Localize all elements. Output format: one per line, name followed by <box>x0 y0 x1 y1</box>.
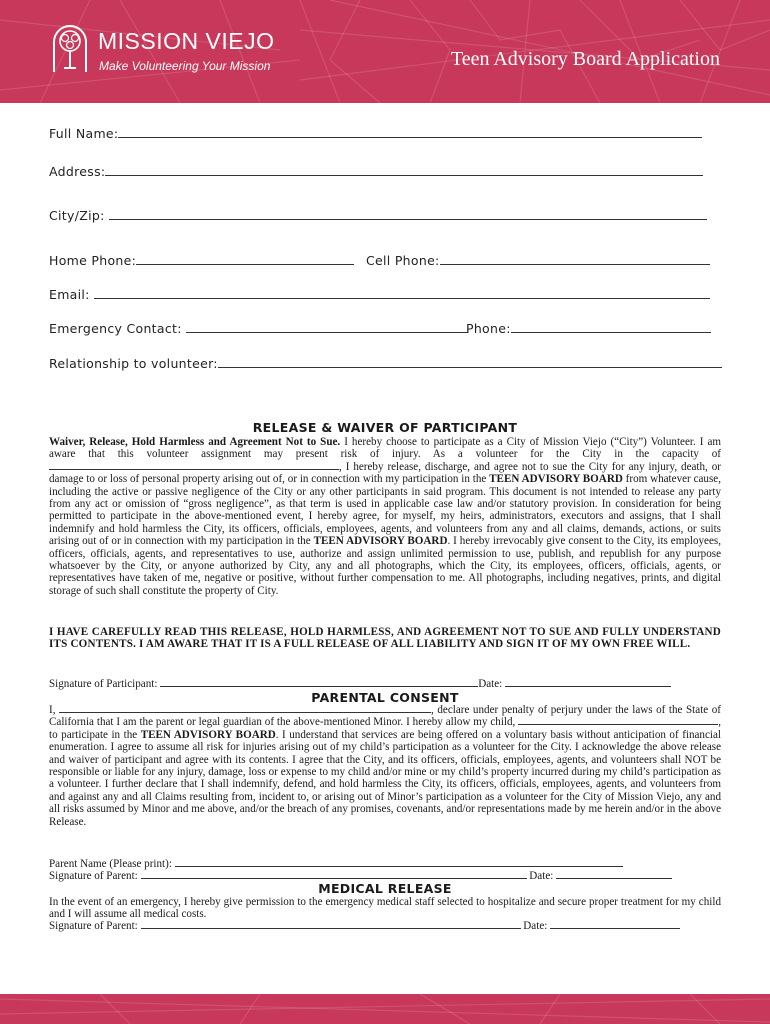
parent-name-inline-input[interactable] <box>59 704 431 713</box>
participant-date-label: Date: <box>478 678 503 690</box>
footer-band <box>0 994 770 1024</box>
home-phone-input[interactable] <box>136 254 354 265</box>
medical-signature-input[interactable] <box>141 920 521 929</box>
consent-heading: PARENTAL CONSENT <box>311 690 459 705</box>
parent-signature-input[interactable] <box>141 870 527 879</box>
home-phone-label: Home Phone: <box>49 253 137 268</box>
phone-input[interactable] <box>511 322 711 333</box>
relationship-field <box>49 356 722 371</box>
phone-field <box>466 321 711 336</box>
header-band <box>0 0 770 103</box>
address-label: Address: <box>49 164 106 179</box>
document-title: Teen Advisory Board Application <box>450 48 720 70</box>
medical-heading: MEDICAL RELEASE <box>318 881 452 896</box>
address-input[interactable] <box>105 165 703 176</box>
release-lead: Waiver, Release, Hold Harmless and Agreement Not to Sue. <box>49 436 341 448</box>
capacity-input[interactable] <box>49 461 339 470</box>
city-zip-input[interactable] <box>109 209 707 220</box>
participant-signature-label: Signature of Participant: <box>49 678 158 690</box>
medical-date-input[interactable] <box>550 920 680 929</box>
participant-signature-input[interactable] <box>160 678 478 687</box>
parent-name-input[interactable] <box>175 858 623 867</box>
relationship-label: Relationship to volunteer: <box>49 356 218 371</box>
brand-name: MISSION VIEJO <box>98 28 275 54</box>
emergency-contact-label: Emergency Contact: <box>49 321 182 336</box>
medical-signature-label: Signature of Parent: <box>49 920 138 932</box>
cell-phone-input[interactable] <box>440 254 710 265</box>
full-name-field <box>49 126 702 141</box>
email-input[interactable] <box>94 288 710 299</box>
release-heading: RELEASE & WAIVER OF PARTICIPANT <box>252 420 518 435</box>
cell-phone-label: Cell Phone: <box>366 253 440 268</box>
email-label: Email: <box>49 287 90 302</box>
full-name-input[interactable] <box>118 127 702 138</box>
medical-date-label: Date: <box>523 920 548 932</box>
city-zip-label: City/Zip: <box>49 208 105 223</box>
footer-pattern <box>0 994 770 1024</box>
medical-paragraph: In the event of an emergency, I hereby give permission to the emergency medical staff selected to hospitalize and secure proper treatment for my child and I will assume all medical costs. <box>49 896 721 921</box>
child-name-input[interactable] <box>518 716 718 725</box>
emergency-contact-input[interactable] <box>186 322 468 333</box>
participant-signature-line <box>49 678 671 690</box>
address-field <box>49 164 703 179</box>
tree-logo-icon <box>50 22 90 74</box>
emergency-contact-field <box>49 321 468 336</box>
parent-name-label: Parent Name (Please print): <box>49 858 172 870</box>
phone-label: Phone: <box>466 321 511 336</box>
medical-signature-line <box>49 920 680 932</box>
email-field <box>49 287 710 302</box>
parent-date-input[interactable] <box>556 870 672 879</box>
release-paragraph: Waiver, Release, Hold Harmless and Agreement Not to Sue. I hereby choose to participate as a City of Mission Viejo (“City”) Volunteer. I am aware that this volunteer assignment may present risk of injury. As a volunteer for the City in the capacity of , I hereby release, discharge, and agree not to sue the City for any injury, death, or damage to or loss of personal property arising out of, or in connection with my participation in the TEEN ADVISORY BOARD from whatever cause, including the active or passive negligence of the City or any other participants in said program. This document is not intended to release any party from any act or omission of “gross negligence”, as that term is used in applicable case law and/or statutory provision. In consideration for being permitted to participate in the above-mentioned event, I hereby agree, for myself, my heirs, administrators, executors and assigns, that I shall indemnify and hold harmless the City, its officers, officials, employees, agents, and volunteers from any and all claims, demands, actions, or suits arising out of or in connection with my participation in the TEEN ADVISORY BOARD. I hereby irrevocably give consent to the City, its employees, officers, officials, agents, and representatives to use, authorize and assign unlimited permission to use, publish, and republish for any purpose whatsoever by the City, or anyone authorized by City, any and all photographs, which the City, its employees, officers, officials, agents, or representatives have taken of me, negative or positive, without further compensation to me. All photographs, including negatives, prints, and digital storage of such shall constitute the property of City. <box>49 436 722 597</box>
participant-date-input[interactable] <box>505 678 671 687</box>
cell-phone-field <box>366 253 710 268</box>
parent-date-label: Date: <box>529 870 554 882</box>
brand-tagline: Make Volunteering Your Mission <box>99 59 271 73</box>
parent-signature-label: Signature of Parent: <box>49 870 138 882</box>
home-phone-field <box>49 253 354 268</box>
full-name-label: Full Name: <box>49 126 119 141</box>
release-acknowledgement: I HAVE CAREFULLY READ THIS RELEASE, HOLD HARMLESS, AND AGREEMENT NOT TO SUE AND FULLY UNDERSTAND ITS CONTENTS. I AM AWARE THAT IT IS A FULL RELEASE OF ALL LIABILITY AND SIGN IT OF MY OWN FREE WILL. <box>49 626 721 651</box>
parent-name-line <box>49 858 623 870</box>
consent-paragraph: I, , declare under penalty of perjury under the laws of the State of California that I am the parent or legal guardian of the above-mentioned Minor. I hereby allow my child, , to participate in the TEEN ADVISORY BOARD. I understand that services are being offered on a voluntary basis without anticipation of financial enumeration. I agree to assume all risk for injuries arising out of my child’s participation as a volunteer for the City. I acknowledge the above release and waiver of participant and agree with its contents. I agree that the City, and its officers, officials, employees, agents, and volunteers shall NOT be responsible or liable for any injury, damage, loss or expense to my child and/or mine or my child’s property incurred during my child’s participation as a volunteer. I further declare that I shall indemnify, defend, and hold harmless the City, its officers, officials, employees, agents, and volunteers from and against any and all Claims resulting from, incident to, or arising out of Minor’s participation as a volunteer for the City of Mission Viejo, any and all risks assumed by Minor and me above, and/or the breach of any promises, covenants, and/or representations made by me herein and/or in the above Release. <box>49 704 721 828</box>
city-zip-field <box>49 208 707 223</box>
relationship-input[interactable] <box>218 357 722 368</box>
